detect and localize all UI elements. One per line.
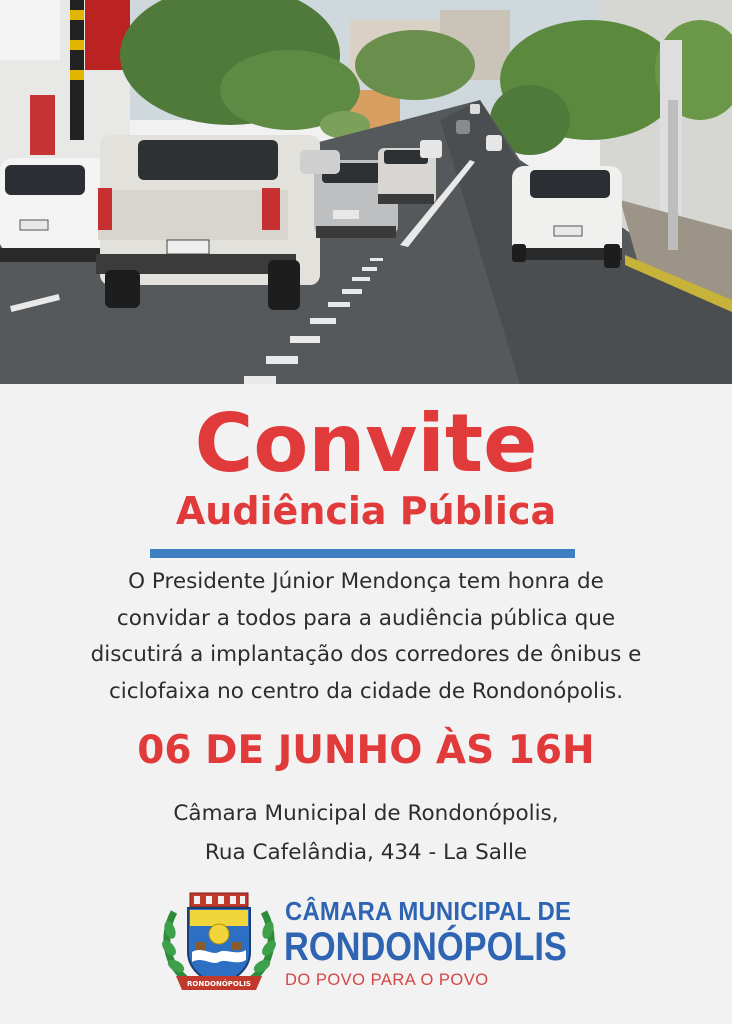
- invitation-message: [20, 564, 712, 710]
- message-line: convidar a todos para a audiência pública que: [116, 605, 616, 631]
- invitation-title: Convite: [194, 397, 538, 490]
- invitation-subtitle: Audiência Pública: [175, 489, 557, 533]
- address-line: Câmara Municipal de Rondonópolis,: [173, 801, 559, 826]
- invitation-content: [0, 384, 732, 1024]
- street-photo: [0, 0, 732, 384]
- event-address: [0, 794, 732, 872]
- logo-line-city: RONDONÓPOLIS: [284, 925, 567, 969]
- message-line: ciclofaixa no centro da cidade de Rondonópolis.: [108, 678, 624, 704]
- address-line: Rua Cafelândia, 434 - La Salle: [204, 840, 528, 865]
- message-line: O Presidente Júnior Mendonça tem honra de: [128, 569, 604, 594]
- camara-logo: [160, 890, 580, 1000]
- seal-banner-text: RONDONÓPOLIS: [187, 980, 251, 988]
- event-date: 06 DE JUNHO ÀS 16H: [137, 728, 595, 773]
- logo-tagline: DO POVO PARA O POVO: [285, 971, 489, 989]
- divider: [150, 549, 575, 558]
- city-seal-icon: [160, 890, 278, 996]
- logo-line-camara: CÂMARA MUNICIPAL DE: [285, 896, 572, 926]
- message-line: discutirá a implantação dos corredores de ônibus e: [90, 642, 642, 667]
